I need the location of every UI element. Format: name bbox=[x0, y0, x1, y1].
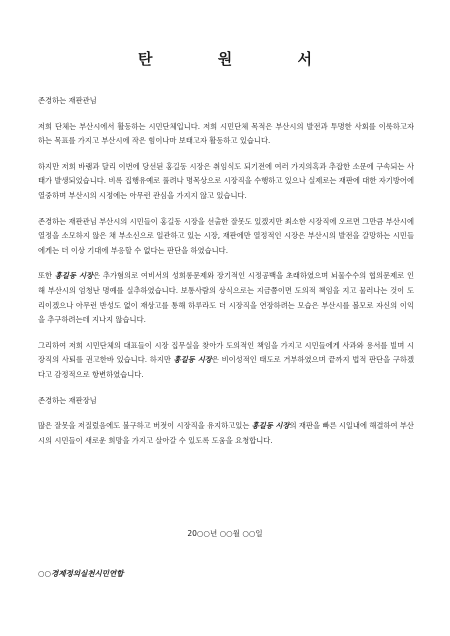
text-segment: 그리하여 저희 시민단체의 대표들이 시장 집무실을 찾아가 도의적인 책임을 가지고 시민들에게 사과와 용서를 빌며 시장직의 사퇴를 권고한바 있습니다. 하지만 bbox=[38, 340, 414, 365]
text-segment: 많은 잘못을 저질렀음에도 불구하고 버젓이 시장직을 유지하고있는 bbox=[38, 421, 252, 431]
text-segment: 은 비이성적인 태도로 거부하였으며 끝까지 법적 판단을 구하겠다고 감정적으로 항변하였습니다. bbox=[38, 355, 414, 379]
petition-body bbox=[38, 94, 414, 459]
paragraph-resignation-request bbox=[38, 339, 414, 383]
text-segment: 또한 bbox=[38, 271, 55, 281]
text-segment: 의 재판을 빠른 시일내에 해결하여 부산시의 시민들이 새로운 희망을 가지고 살아갈 수 있도록 도움을 요청합니다. bbox=[38, 421, 414, 445]
paragraph-allegations bbox=[38, 269, 414, 327]
document-title: 탄 원 서 bbox=[138, 50, 342, 68]
paragraph-intro: 저희 단체는 부산시에서 활동하는 시민단체입니다. 저희 시민단체 목적은 부산시의 발전과 투명한 사회를 이룩하고자 하는 목표를 가지고 부산시에 작은 힘이나마 보태고자 활동하고 있습니다. bbox=[38, 121, 414, 146]
salutation: 존경하는 재판관님 bbox=[38, 96, 97, 105]
handwritten-name: 홍길동 시장 bbox=[251, 421, 290, 431]
handwritten-name: 홍길동 시장 bbox=[173, 355, 212, 365]
paragraph-situation: 하지만 저희 바램과 달리 이번에 당선된 홍길동 시장은 취임식도 되기전에 여러 가지의혹과 추잡한 소문에 구속되는 사태가 발생되었습니다. 비록 집행유예로 풀려나 명목상으로 시장직을 수행하고 있으나 실제로는 재판에 대한 자기방어에 열중하며 부산시의 시정에는 아무런 관심을 가지지 않고 있습니다. bbox=[38, 161, 414, 200]
paragraph-judgment: 존경하는 재판관님 부산시의 시민들이 홍길동 시장을 선출한 잘못도 있겠지만 최소한 시장직에 오르면 그만큼 부산시에 열정을 소모하지 않은 채 부소신으로 일관하고 있는 시장, 재판에만 열정적인 시장은 부산시의 발전을 갈망하는 시민들에게는 더 이상 기대에 부응할 수 없다는 판단을 하였습니다. bbox=[38, 216, 414, 255]
salutation-judge: 존경하는 재판장님 bbox=[38, 395, 97, 405]
text-segment: 은 추가혐의로 여비서의 성희롱문제와 장기적인 시정공백을 초래하였으며 뇌물수수의 협의문제로 인해 부산시의 엄청난 명예를 실추하였습니다. 보통사람의 상식으로는 지금쯤이면 도의적 책임을 지고 물러나는 것이 도리이겠으나 아무런 반성도 없이 재상고를 통해 하루라도 더 시장직을 연장하려는 모습은 부산시를 볼모로 자신의 이익을 추구하려는데 지나지 않습니다. bbox=[38, 271, 414, 325]
document-date: 20○○년 ○○월 ○○일 bbox=[187, 529, 263, 538]
paragraph-request bbox=[38, 419, 414, 448]
signature-organization: ○○경제정의실천시민연합 bbox=[38, 569, 124, 578]
handwritten-name: 홍길동 시장 bbox=[54, 271, 94, 281]
